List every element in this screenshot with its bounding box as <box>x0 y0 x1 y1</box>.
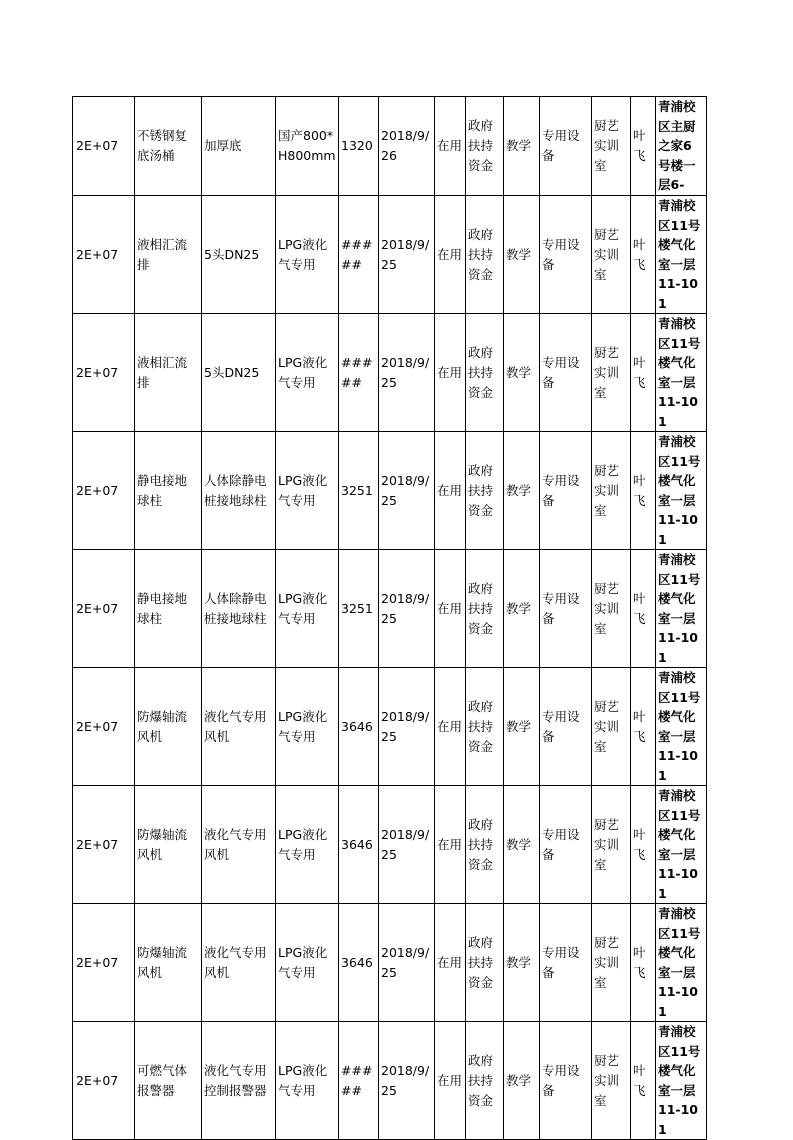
asset-usage-cell: 教学 <box>504 97 540 196</box>
asset-source-cell: 政府扶持资金 <box>466 196 504 314</box>
asset-amount-cell: 3646 <box>339 904 379 1022</box>
asset-status-cell: 在用 <box>435 668 466 786</box>
asset-location-cell: 青浦校区11号楼气化室一层11-101 <box>656 314 707 432</box>
asset-dept-cell: 厨艺实训室 <box>592 550 631 668</box>
asset-status-cell: 在用 <box>435 904 466 1022</box>
asset-location-cell: 青浦校区11号楼气化室一层11-101 <box>656 196 707 314</box>
asset-code-cell: 2E+07 <box>73 786 135 904</box>
asset-amount-cell: 3251 <box>339 550 379 668</box>
asset-usage-cell: 教学 <box>504 196 540 314</box>
asset-date-cell: 2018/9/25 <box>379 1022 435 1140</box>
asset-location-cell: 青浦校区11号楼气化室一层11-101 <box>656 668 707 786</box>
asset-usage-cell: 教学 <box>504 786 540 904</box>
asset-code-cell: 2E+07 <box>73 1022 135 1140</box>
asset-amount-cell: 3646 <box>339 668 379 786</box>
table-row <box>73 668 707 786</box>
asset-amount-cell: 3646 <box>339 786 379 904</box>
asset-person-cell: 叶飞 <box>631 1022 656 1140</box>
asset-status-cell: 在用 <box>435 97 466 196</box>
asset-person-cell: 叶飞 <box>631 904 656 1022</box>
asset-status-cell: 在用 <box>435 314 466 432</box>
table-row <box>73 904 707 1022</box>
asset-code-cell: 2E+07 <box>73 550 135 668</box>
asset-dept-cell: 厨艺实训室 <box>592 97 631 196</box>
asset-dept-cell: 厨艺实训室 <box>592 196 631 314</box>
asset-amount-cell: 3251 <box>339 432 379 550</box>
asset-source-cell: 政府扶持资金 <box>466 97 504 196</box>
asset-model-cell: 人体除静电桩接地球柱 <box>202 432 276 550</box>
asset-date-cell: 2018/9/25 <box>379 550 435 668</box>
asset-model-cell: 液化气专用风机 <box>202 904 276 1022</box>
asset-location-cell: 青浦校区11号楼气化室一层11-101 <box>656 904 707 1022</box>
asset-code-cell: 2E+07 <box>73 314 135 432</box>
asset-person-cell: 叶飞 <box>631 314 656 432</box>
asset-model-cell: 液化气专用风机 <box>202 786 276 904</box>
asset-code-cell: 2E+07 <box>73 196 135 314</box>
asset-dept-cell: 厨艺实训室 <box>592 668 631 786</box>
asset-name-cell: 不锈钢复底汤桶 <box>135 97 202 196</box>
asset-date-cell: 2018/9/25 <box>379 314 435 432</box>
asset-model-cell: 5头DN25 <box>202 196 276 314</box>
asset-spec-cell: LPG液化气专用 <box>276 196 339 314</box>
asset-category-cell: 专用设备 <box>540 550 592 668</box>
asset-location-cell: 青浦校区11号楼气化室一层11-101 <box>656 786 707 904</box>
asset-source-cell: 政府扶持资金 <box>466 314 504 432</box>
asset-date-cell: 2018/9/25 <box>379 904 435 1022</box>
asset-amount-cell: ##### <box>339 1022 379 1140</box>
asset-name-cell: 可燃气体报警器 <box>135 1022 202 1140</box>
asset-location-cell: 青浦校区主厨之家6号楼一层6- <box>656 97 707 196</box>
table-row <box>73 786 707 904</box>
asset-location-cell: 青浦校区11号楼气化室一层11-101 <box>656 1022 707 1140</box>
asset-dept-cell: 厨艺实训室 <box>592 786 631 904</box>
asset-model-cell: 加厚底 <box>202 97 276 196</box>
asset-person-cell: 叶飞 <box>631 786 656 904</box>
asset-category-cell: 专用设备 <box>540 314 592 432</box>
asset-status-cell: 在用 <box>435 196 466 314</box>
asset-spec-cell: LPG液化气专用 <box>276 432 339 550</box>
asset-date-cell: 2018/9/25 <box>379 196 435 314</box>
asset-status-cell: 在用 <box>435 550 466 668</box>
table-row <box>73 550 707 668</box>
asset-dept-cell: 厨艺实训室 <box>592 904 631 1022</box>
asset-date-cell: 2018/9/26 <box>379 97 435 196</box>
asset-dept-cell: 厨艺实训室 <box>592 432 631 550</box>
asset-status-cell: 在用 <box>435 786 466 904</box>
asset-model-cell: 液化气专用风机 <box>202 668 276 786</box>
asset-category-cell: 专用设备 <box>540 786 592 904</box>
asset-model-cell: 人体除静电桩接地球柱 <box>202 550 276 668</box>
asset-source-cell: 政府扶持资金 <box>466 904 504 1022</box>
asset-location-cell: 青浦校区11号楼气化室一层11-101 <box>656 550 707 668</box>
asset-status-cell: 在用 <box>435 1022 466 1140</box>
asset-source-cell: 政府扶持资金 <box>466 668 504 786</box>
asset-category-cell: 专用设备 <box>540 432 592 550</box>
asset-person-cell: 叶飞 <box>631 432 656 550</box>
asset-category-cell: 专用设备 <box>540 668 592 786</box>
asset-status-cell: 在用 <box>435 432 466 550</box>
asset-code-cell: 2E+07 <box>73 904 135 1022</box>
asset-source-cell: 政府扶持资金 <box>466 432 504 550</box>
asset-name-cell: 静电接地球柱 <box>135 432 202 550</box>
asset-location-cell: 青浦校区11号楼气化室一层11-101 <box>656 432 707 550</box>
asset-date-cell: 2018/9/25 <box>379 786 435 904</box>
asset-usage-cell: 教学 <box>504 668 540 786</box>
asset-amount-cell: ##### <box>339 196 379 314</box>
asset-date-cell: 2018/9/25 <box>379 668 435 786</box>
asset-amount-cell: 1320 <box>339 97 379 196</box>
asset-code-cell: 2E+07 <box>73 668 135 786</box>
asset-name-cell: 液相汇流排 <box>135 196 202 314</box>
asset-dept-cell: 厨艺实训室 <box>592 314 631 432</box>
asset-spec-cell: LPG液化气专用 <box>276 314 339 432</box>
asset-code-cell: 2E+07 <box>73 432 135 550</box>
asset-usage-cell: 教学 <box>504 1022 540 1140</box>
asset-table-body <box>73 97 707 1140</box>
asset-usage-cell: 教学 <box>504 432 540 550</box>
asset-model-cell: 5头DN25 <box>202 314 276 432</box>
asset-person-cell: 叶飞 <box>631 97 656 196</box>
asset-model-cell: 液化气专用控制报警器 <box>202 1022 276 1140</box>
asset-name-cell: 液相汇流排 <box>135 314 202 432</box>
asset-person-cell: 叶飞 <box>631 550 656 668</box>
asset-source-cell: 政府扶持资金 <box>466 1022 504 1140</box>
asset-table <box>72 96 707 1140</box>
asset-date-cell: 2018/9/25 <box>379 432 435 550</box>
asset-spec-cell: LPG液化气专用 <box>276 668 339 786</box>
asset-category-cell: 专用设备 <box>540 196 592 314</box>
asset-spec-cell: LPG液化气专用 <box>276 550 339 668</box>
asset-source-cell: 政府扶持资金 <box>466 786 504 904</box>
asset-spec-cell: LPG液化气专用 <box>276 786 339 904</box>
asset-person-cell: 叶飞 <box>631 668 656 786</box>
asset-spec-cell: 国产800*H800mm <box>276 97 339 196</box>
asset-category-cell: 专用设备 <box>540 1022 592 1140</box>
asset-name-cell: 防爆轴流风机 <box>135 904 202 1022</box>
asset-usage-cell: 教学 <box>504 550 540 668</box>
asset-spec-cell: LPG液化气专用 <box>276 904 339 1022</box>
asset-code-cell: 2E+07 <box>73 97 135 196</box>
table-row <box>73 97 707 196</box>
table-row <box>73 196 707 314</box>
asset-source-cell: 政府扶持资金 <box>466 550 504 668</box>
asset-name-cell: 防爆轴流风机 <box>135 668 202 786</box>
asset-category-cell: 专用设备 <box>540 904 592 1022</box>
table-row <box>73 314 707 432</box>
asset-amount-cell: ##### <box>339 314 379 432</box>
asset-usage-cell: 教学 <box>504 904 540 1022</box>
asset-usage-cell: 教学 <box>504 314 540 432</box>
asset-dept-cell: 厨艺实训室 <box>592 1022 631 1140</box>
asset-person-cell: 叶飞 <box>631 196 656 314</box>
asset-category-cell: 专用设备 <box>540 97 592 196</box>
asset-spec-cell: LPG液化气专用 <box>276 1022 339 1140</box>
table-row <box>73 432 707 550</box>
asset-name-cell: 防爆轴流风机 <box>135 786 202 904</box>
asset-name-cell: 静电接地球柱 <box>135 550 202 668</box>
